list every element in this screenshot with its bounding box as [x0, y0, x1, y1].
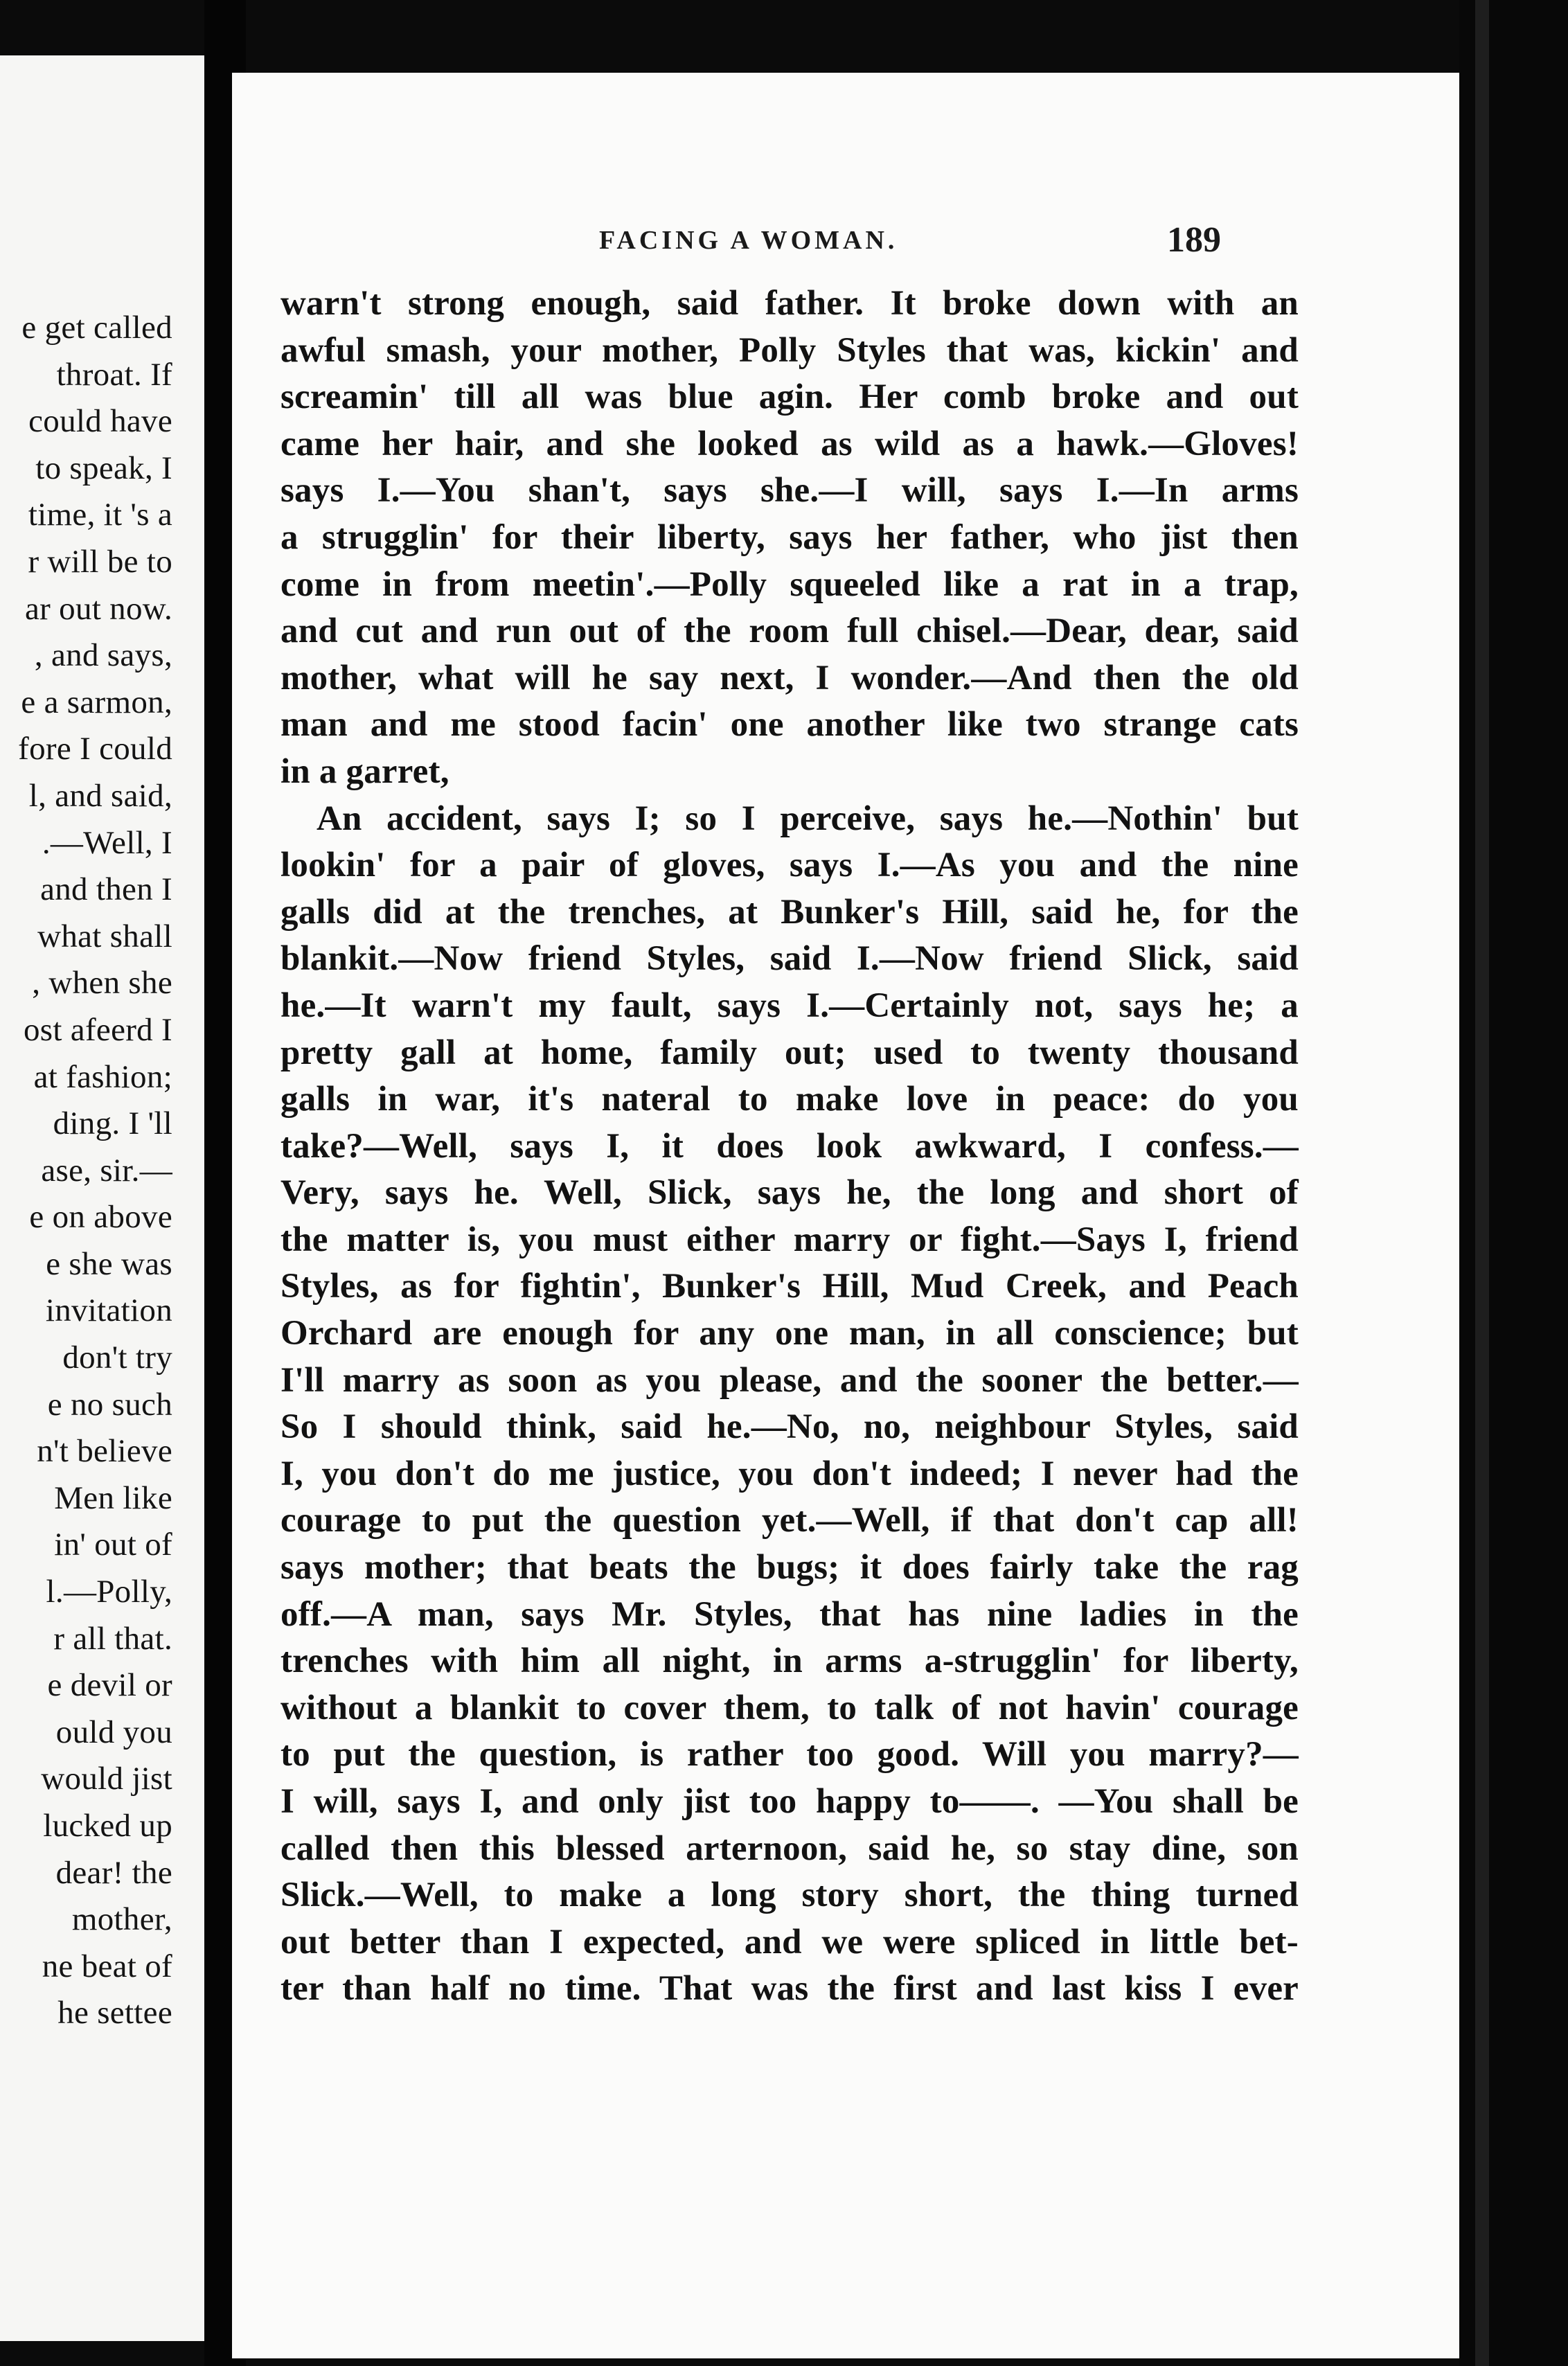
facing-page-line: he settee: [57, 1995, 172, 2031]
text-line: screamin' till all was blue agin. Her comb broke and out: [280, 377, 1299, 417]
text-line: Very, says he. Well, Slick, says he, the long and short of: [280, 1173, 1299, 1213]
facing-page-line: to speak, I: [35, 450, 172, 486]
running-title: FACING A WOMAN.: [599, 226, 898, 255]
text-line: An accident, says I; so I perceive, says he.—Nothin' but: [317, 799, 1299, 838]
text-line: Orchard are enough for any one man, in all conscience; but: [280, 1314, 1299, 1353]
text-line: warn't strong enough, said father. It broke down with an: [280, 284, 1299, 323]
text-line: called then this blessed arternoon, said he, so stay dine, son: [280, 1829, 1299, 1868]
text-line: man and me stood facin' one another like two strange cats: [280, 705, 1299, 745]
text-line: I will, says I, and only jist too happy to——. —You shall be: [280, 1782, 1299, 1821]
running-head: [232, 220, 1459, 267]
facing-page-line: ould you: [55, 1714, 172, 1750]
text-line: came her hair, and she looked as wild as a hawk.—Gloves!: [280, 424, 1299, 463]
text-line: galls in war, it's nateral to make love in peace: do you: [280, 1080, 1299, 1119]
facing-page-line: ase, sir.—: [41, 1152, 172, 1189]
facing-page-line: , when she: [32, 965, 172, 1002]
text-line: lookin' for a pair of gloves, says I.—As you and the nine: [280, 846, 1299, 885]
facing-page-line: dear! the: [55, 1854, 172, 1891]
page-number: 189: [1167, 220, 1221, 260]
text-line: I, you don't do me justice, you don't indeed; I never had the: [280, 1454, 1299, 1493]
facing-page-line: .—Well, I: [42, 824, 172, 861]
text-line: come in from meetin'.—Polly squeeled like a rat in a trap,: [280, 564, 1299, 604]
facing-page-line: ding. I 'll: [53, 1105, 172, 1142]
facing-page-line: e devil or: [47, 1667, 172, 1704]
text-line: says I.—You shan't, says she.—I will, says I.—In arms: [280, 471, 1299, 510]
facing-page-line: , and says,: [34, 637, 172, 674]
facing-page-line: time, it 's a: [28, 497, 172, 533]
book-page: [232, 73, 1459, 2358]
facing-page-line: would jist: [41, 1761, 172, 1797]
facing-page-line: could have: [28, 403, 172, 440]
facing-page-line: throat. If: [56, 356, 172, 393]
text-line: blankit.—Now friend Styles, said I.—Now friend Slick, said: [280, 939, 1299, 979]
facing-page-line: at fashion;: [33, 1058, 172, 1095]
text-line: pretty gall at home, family out; used to twenty thousand: [280, 1033, 1299, 1072]
facing-page-line: don't try: [62, 1340, 172, 1376]
text-line: in a garret,: [280, 751, 449, 791]
text-line: So I should think, said he.—No, no, neighbour Styles, said: [280, 1407, 1299, 1447]
facing-page-line: e get called: [21, 310, 172, 346]
facing-page-line: in' out of: [54, 1527, 172, 1563]
text-line: Slick.—Well, to make a long story short, the thing turned: [280, 1876, 1299, 1915]
facing-page-line: l.—Polly,: [46, 1574, 172, 1610]
facing-page-line: ar out now.: [24, 590, 172, 627]
text-line: out better than I expected, and we were spliced in little bet-: [280, 1922, 1299, 1962]
text-line: a strugglin' for their liberty, says her father, who jist then: [280, 517, 1299, 557]
facing-page-line: r will be to: [28, 543, 172, 580]
facing-page-line: r all that.: [53, 1620, 172, 1657]
text-line: mother, what will he say next, I wonder.—And then the old: [280, 658, 1299, 697]
facing-page-line: ost afeerd I: [24, 1011, 172, 1048]
text-line: ter than half no time. That was the first and last kiss I ever: [280, 1969, 1299, 2009]
text-line: trenches with him all night, in arms a-strugglin' for liberty,: [280, 1642, 1299, 1681]
facing-page-line: mother,: [71, 1901, 172, 1938]
facing-page-text: [0, 305, 172, 2037]
facing-page-line: l, and said,: [28, 777, 172, 814]
facing-page-line: e a sarmon,: [21, 684, 172, 720]
facing-page-fragment: [0, 55, 204, 2341]
text-line: says mother; that beats the bugs; it does fairly take the rag: [280, 1548, 1299, 1587]
facing-page-line: invitation: [45, 1292, 172, 1329]
facing-page-line: ne beat of: [42, 1948, 172, 1984]
scan-edge-shadow: [1475, 0, 1489, 2366]
text-line: take?—Well, says I, it does look awkward, I confess.—: [280, 1126, 1299, 1166]
facing-page-line: e no such: [47, 1386, 172, 1423]
facing-page-line: fore I could: [18, 731, 172, 767]
facing-page-line: and then I: [40, 871, 172, 908]
facing-page-line: n't believe: [37, 1433, 172, 1470]
facing-page-line: e she was: [46, 1245, 172, 1282]
facing-page-line: Men like: [54, 1479, 172, 1516]
text-line: I'll marry as soon as you please, and the sooner the better.—: [280, 1360, 1299, 1400]
facing-page-line: lucked up: [43, 1808, 172, 1844]
body-text: [280, 281, 1299, 2013]
text-line: to put the question, is rather too good. Will you marry?—: [280, 1735, 1299, 1775]
text-line: and cut and run out of the room full chisel.—Dear, dear, said: [280, 612, 1299, 651]
text-line: Styles, as for fightin', Bunker's Hill, Mud Creek, and Peach: [280, 1267, 1299, 1306]
text-line: he.—It warn't my fault, says I.—Certainly not, says he; a: [280, 986, 1299, 1025]
facing-page-line: what shall: [37, 918, 172, 954]
text-line: awful smash, your mother, Polly Styles that was, kickin' and: [280, 330, 1299, 370]
facing-page-line: e on above: [29, 1199, 172, 1236]
text-line: off.—A man, says Mr. Styles, that has nine ladies in the: [280, 1594, 1299, 1634]
text-line: galls did at the trenches, at Bunker's Hill, said he, for the: [280, 892, 1299, 932]
text-line: courage to put the question yet.—Well, if that don't cap all!: [280, 1501, 1299, 1540]
text-line: without a blankit to cover them, to talk of not havin' courage: [280, 1688, 1299, 1727]
text-line: the matter is, you must either marry or fight.—Says I, friend: [280, 1220, 1299, 1259]
